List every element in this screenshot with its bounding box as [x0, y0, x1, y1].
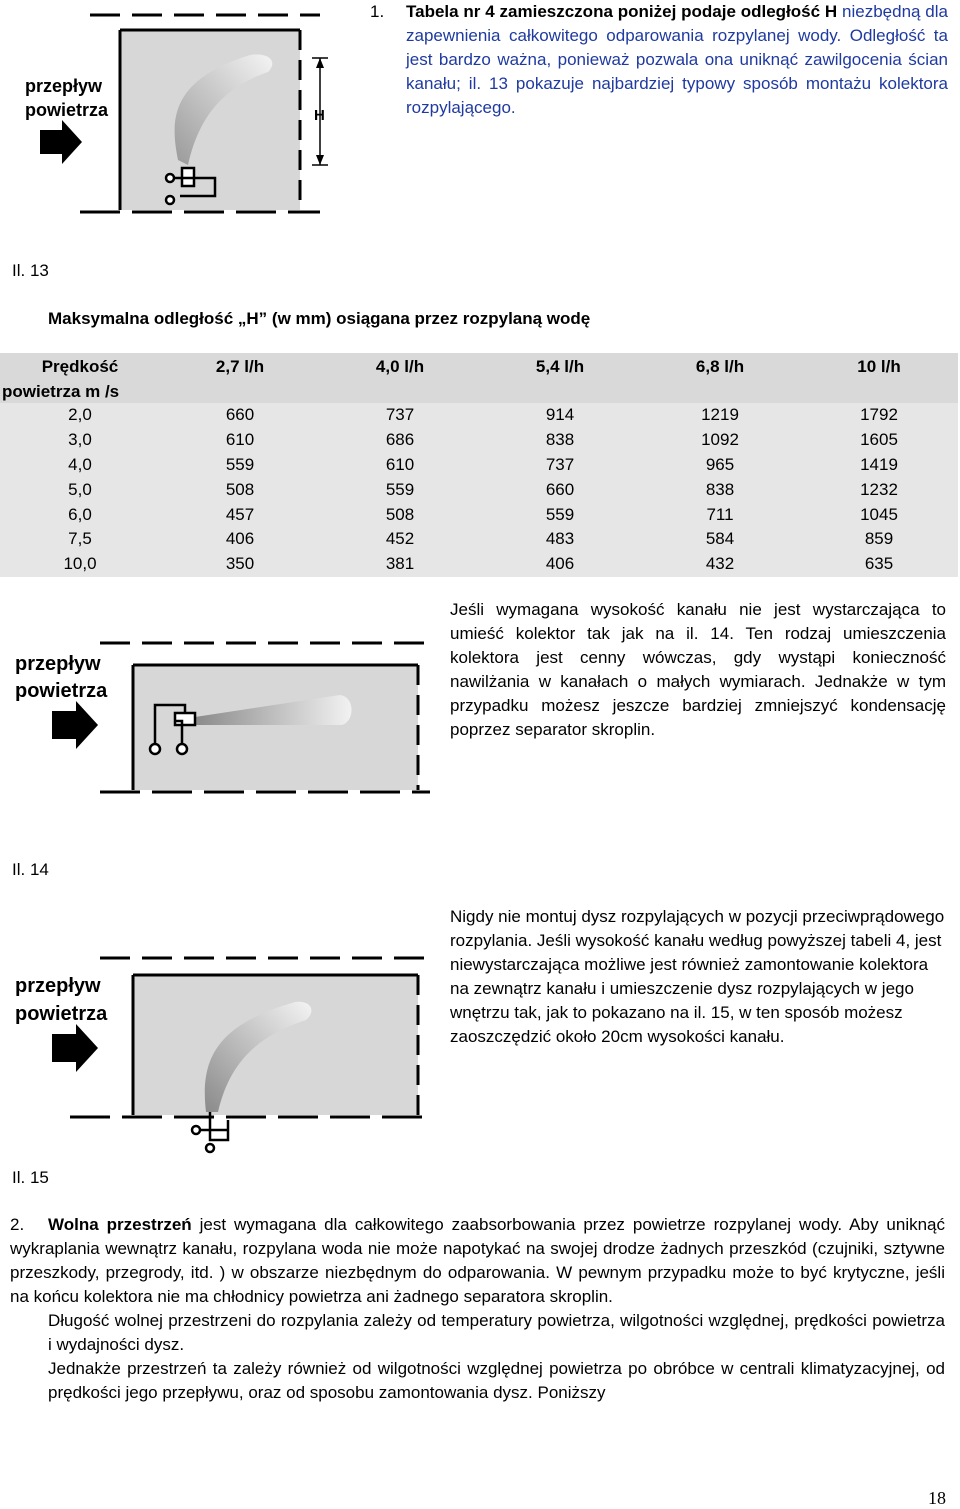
caption-il13: Il. 13 [12, 261, 49, 280]
table-row [0, 502, 958, 527]
height-label: H [314, 107, 325, 124]
table-cell: 381 [320, 552, 480, 577]
table-cell: 711 [640, 502, 800, 527]
item2-paragraph-2: Długość wolnej przestrzeni do rozpylania zależy od temperatury powietrza, wilgotności względnej, prędkości powietrza i wydajności dysz. [48, 1311, 945, 1354]
table-cell: 432 [640, 552, 800, 577]
table-cell: 584 [640, 527, 800, 552]
table-cell: 508 [320, 502, 480, 527]
item1-text [406, 0, 948, 120]
table-cell: 838 [480, 428, 640, 453]
airflow-arrow-icon [52, 701, 98, 749]
table-header: 4,0 l/h [320, 353, 480, 381]
paragraph-il14: Jeśli wymagana wysokość kanału nie jest wystarczająca to umieść kolektor tak jak na il. 14. Ten rodzaj umieszczenia kolektora jest cenny wówczas, gdy wystąpi konieczność nawilżania w kanałach o małych wymiarach. Jednakże w tym przypadku możesz jeszcze bardziej zmniejszyć kondensację poprzez separator skroplin. [450, 600, 946, 739]
airflow-label-line2: powietrza [25, 100, 109, 120]
table-cell: 3,0 [0, 428, 160, 453]
table-cell: 10,0 [0, 552, 160, 577]
table-cell: 559 [320, 477, 480, 502]
table-cell: 1045 [800, 502, 958, 527]
table-cell: 686 [320, 428, 480, 453]
table-cell: 914 [480, 403, 640, 428]
item1-number: 1. [370, 2, 385, 21]
item2-p1-rest: jest wymagana dla całkowitego zaabsorbowania przez powietrze rozpylanej wody. Aby uniknąć wykraplania wewnątrz kanału, rozpylana woda nie może napotykać na swojej drodze żadnych przeszkód (czujniki, sztywne przeszkody, przegrody, itd. ) w obszarze niezbędnym do odparowania. W pewnym przypadku może to być krytyczne, jeśli na końcu kolektora nie ma chłodnicy powietrza ani żadnego separatora skroplin. [10, 1215, 946, 1306]
item2-number: 2. [10, 1215, 25, 1234]
paragraph-il15: Nigdy nie montuj dysz rozpylających w pozycji przeciwprądowego rozpylania. Jeśli wysokość kanału według powyższej tabeli 4, jest niewystarczająca możliwe jest również zamontowanie kolektora na zewnątrz kanału i umieszczenie dysz rozpylających w jego wnętrzu tak, jak to pokazano na il. 15, w ten sposób możesz zaoszczędzić około 20cm wysokości kanału. [450, 907, 945, 1046]
table-row [0, 527, 958, 552]
airflow-label-line1: przepływ [25, 76, 103, 96]
duct-body [133, 975, 418, 1115]
table-cell: 7,5 [0, 527, 160, 552]
table-cell: 452 [320, 527, 480, 552]
table-row [0, 453, 958, 478]
table-cell: 1092 [640, 428, 800, 453]
caption-il14: Il. 14 [12, 860, 49, 879]
evaporation-distance-table [0, 353, 958, 577]
airflow-label-line2: powietrza [15, 680, 108, 702]
table-header: 10 l/h [800, 353, 958, 381]
table-cell: 1219 [640, 403, 800, 428]
table-cell: 1792 [800, 403, 958, 428]
figure-15-duct-external-collector [10, 940, 440, 1155]
item1-rest: niezbędną dla zapewnienia całkowitego odparowania rozpylanej wody. Odległość ta jest bardzo ważna, ponieważ pozwala ona uniknąć zawilgocenia ścian kanału; il. 13 pokazuje najbardziej typowy sposób montażu kolektora rozpylającego. [406, 2, 948, 117]
table-row [0, 403, 958, 428]
table-cell: 6,0 [0, 502, 160, 527]
table-cell: 838 [640, 477, 800, 502]
table-cell: 635 [800, 552, 958, 577]
table-corner-header-2: powietrza m /s [0, 381, 958, 403]
table-cell: 406 [160, 527, 320, 552]
table-cell: 483 [480, 527, 640, 552]
figure-14-duct-horizontal-spray [10, 625, 440, 825]
airflow-label-line1: przepływ [15, 975, 101, 997]
page-number: 18 [928, 1488, 946, 1508]
item1-paragraph [370, 0, 948, 120]
table-header: 6,8 l/h [640, 353, 800, 381]
airflow-arrow-icon [40, 120, 82, 164]
table-cell: 660 [480, 477, 640, 502]
item2-bold: Wolna przestrzeń [48, 1215, 192, 1234]
duct-body [120, 30, 300, 210]
item2-section [10, 1213, 945, 1405]
table-cell: 610 [160, 428, 320, 453]
item1-bold: Tabela nr 4 zamieszczona poniżej podaje odległość H [406, 2, 838, 21]
table-row [0, 477, 958, 502]
table-cell: 559 [480, 502, 640, 527]
airflow-arrow-icon [52, 1024, 98, 1072]
table-cell: 508 [160, 477, 320, 502]
table-title: Maksymalna odległość „H” (w mm) osiągana przez rozpylaną wodę [48, 309, 591, 328]
table-header-row-2 [0, 381, 958, 403]
table-cell: 350 [160, 552, 320, 577]
table-cell: 737 [320, 403, 480, 428]
table-cell: 610 [320, 453, 480, 478]
table-header-row [0, 353, 958, 381]
table-cell: 2,0 [0, 403, 160, 428]
table-cell: 660 [160, 403, 320, 428]
figure-13-duct-vertical-spray [20, 0, 360, 225]
table-cell: 559 [160, 453, 320, 478]
item2-paragraph-3: Jednakże przestrzeń ta zależy również od wilgotności względnej powietrza po obróbce w centrali klimatyzacyjnej, od prędkości jego przepływu, oraz od sposobu zamontowania dysz. Poniższy [48, 1359, 945, 1402]
table-corner-header: Prędkość [0, 353, 160, 381]
airflow-label-line1: przepływ [15, 653, 101, 675]
airflow-label-line2: powietrza [15, 1003, 108, 1025]
table-cell: 1605 [800, 428, 958, 453]
table-cell: 5,0 [0, 477, 160, 502]
table-header: 5,4 l/h [480, 353, 640, 381]
duct-body [133, 665, 418, 790]
item2-paragraph-1 [10, 1213, 945, 1309]
table-cell: 457 [160, 502, 320, 527]
table-cell: 737 [480, 453, 640, 478]
table-row [0, 428, 958, 453]
table-cell: 1419 [800, 453, 958, 478]
table-cell: 859 [800, 527, 958, 552]
table-cell: 965 [640, 453, 800, 478]
table-cell: 406 [480, 552, 640, 577]
table-header: 2,7 l/h [160, 353, 320, 381]
table-row [0, 552, 958, 577]
caption-il15: Il. 15 [12, 1168, 49, 1187]
table-cell: 1232 [800, 477, 958, 502]
table-cell: 4,0 [0, 453, 160, 478]
